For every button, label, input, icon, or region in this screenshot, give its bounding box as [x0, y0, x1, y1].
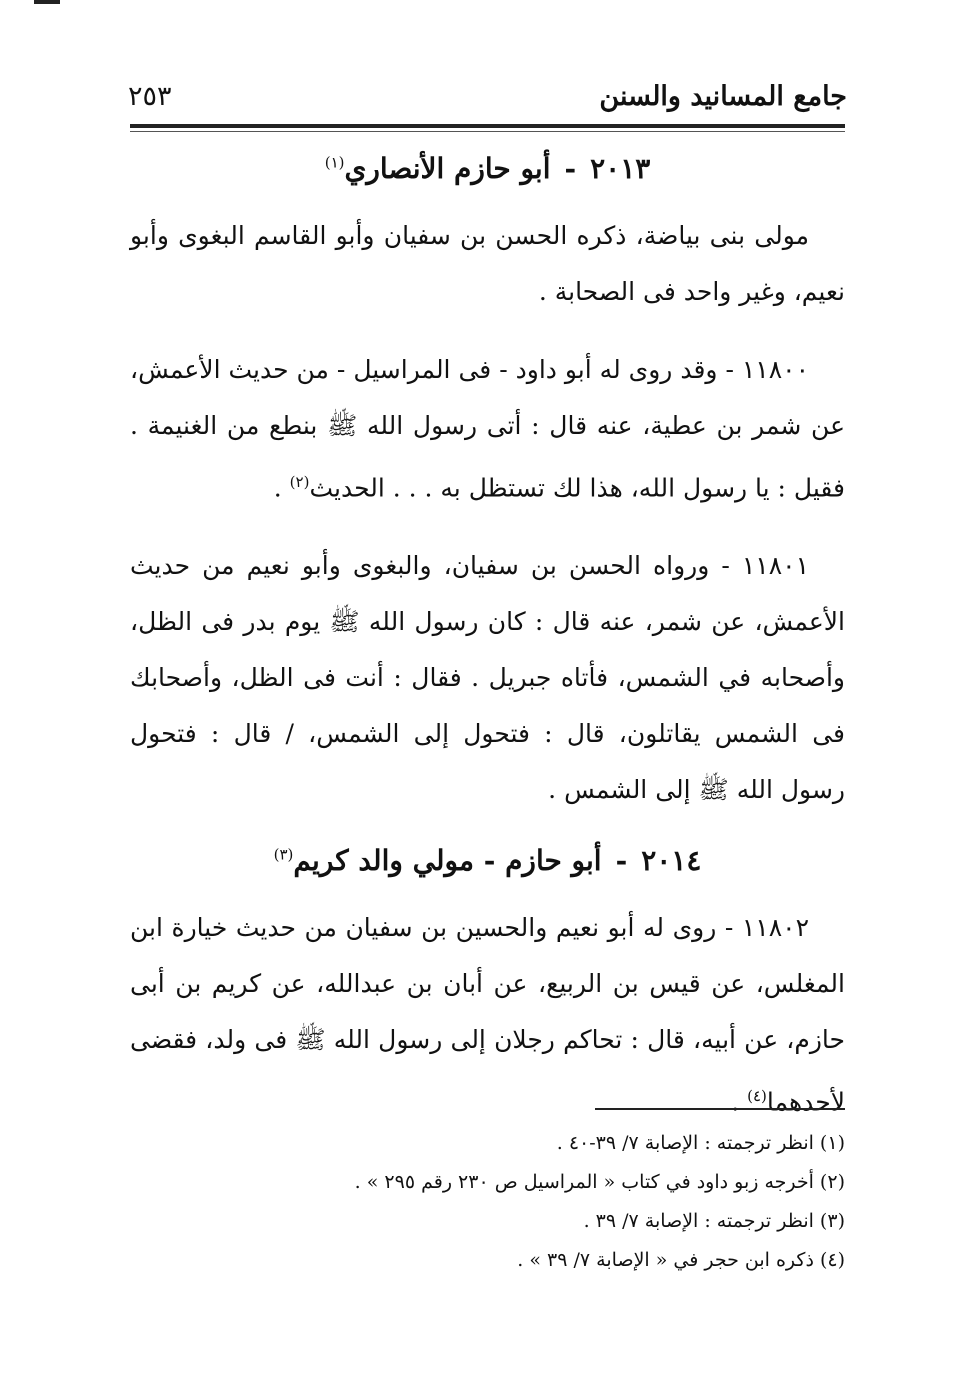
footnotes-list	[130, 1124, 845, 1280]
footnote-ref: (٣)	[273, 846, 294, 864]
footnote-item: (٤) ذكره ابن حجر في « الإصابة ٧/ ٣٩ » .	[517, 1249, 845, 1271]
section-heading-2014	[130, 840, 845, 882]
page-number: ٢٥٣	[128, 81, 172, 112]
running-title: جامع المسانيد والسنن	[599, 81, 847, 112]
footnote-ref: (١)	[324, 153, 345, 172]
hadith-end: .	[731, 1087, 748, 1117]
section-name: أبو حازم الأنصاري	[344, 152, 551, 185]
header-rule	[130, 124, 845, 128]
section-name: أبو حازم - مولي والد كريم	[293, 844, 602, 878]
section-number: ٢٠١٣	[590, 152, 651, 185]
hadith-11801: ١١٨٠١ - ورواه الحسن بن سفيان، والبغوى وأبو نعيم من حديث الأعمش، عن شمر، عنه قال : كان رسول الله ﷺ يوم بدر فى الظل، وأصحابه في الشمس، فأتاه جبريل . فقال : أنت فى الظل، وأصحابك فى الشمس يقاتلون، قال : فتحول إلى الشمس، / قال : فتحول رسول الله ﷺ إلى الشمس .	[130, 551, 845, 805]
main-text	[130, 148, 845, 1153]
footnote-separator	[595, 1108, 845, 1110]
hadith-text: ١١٨٠٢ - روى له أبو نعيم والحسين بن سفيان من حديث خيارة ابن المغلس، عن قيس بن الربيع، عن أبان بن عبدالله، عن كريم بن أبى حازم، عن أبيه، قال : تحاكم رجلان إلى رسول الله ﷺ فى ولد، فقضى لأحدهما	[130, 913, 845, 1117]
scan-corner-mark	[34, 0, 60, 4]
section-dash: -	[564, 152, 577, 185]
header-rule-thin	[130, 131, 845, 132]
footnote-item: (٣) انظر ترجمته : الإصابة ٧/ ٣٩ .	[583, 1210, 845, 1232]
footnote-ref: (٢)	[289, 473, 310, 491]
hadith-11800	[130, 342, 845, 516]
page-header	[128, 72, 847, 112]
footnote-ref: (٤)	[747, 1087, 767, 1106]
footnote-item: (٢) أخرجه زبو داود في كتاب « المراسيل ص ٢٣٠ رقم ٢٩٥ » .	[354, 1171, 845, 1193]
section-dash: -	[615, 844, 628, 878]
hadith-text: ١١٨٠٠ - وقد روى له أبو داود - فى المراسيل - من حديث الأعمش، عن شمر بن عطية، عنه قال : أتى رسول الله ﷺ بنطع من الغنيمة . فقيل : يا رسول الله، هذا لك تستظل به . . . الحديث	[130, 355, 845, 503]
intro-paragraph: مولى بنى بياضة، ذكره الحسن بن سفيان وأبو القاسم البغوى وأبو نعيم، وغير واحد فى الصحابة .	[130, 221, 845, 306]
footnote-item: (١) انظر ترجمته : الإصابة ٧/ ٣٩-٤٠ .	[556, 1132, 845, 1154]
hadith-end: .	[273, 473, 290, 503]
section-number: ٢٠١٤	[641, 844, 702, 878]
hadith-11802	[130, 900, 845, 1130]
section-heading-2013	[130, 148, 845, 190]
